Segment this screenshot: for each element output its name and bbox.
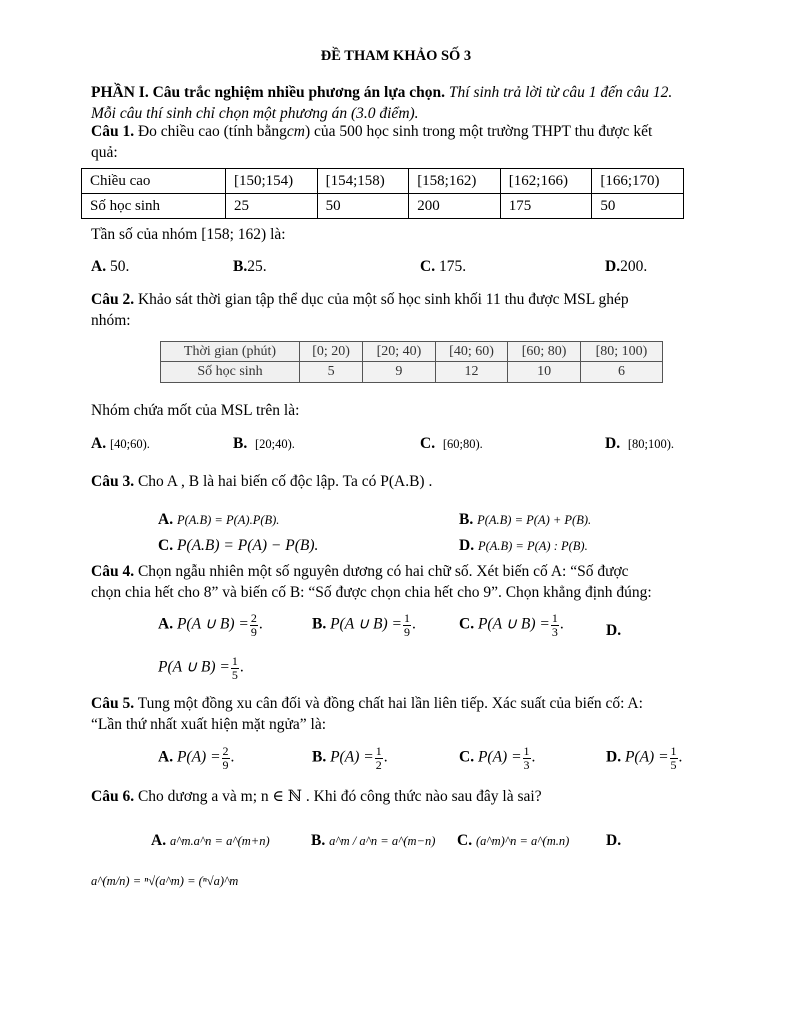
table-cell: Số học sinh [161,362,300,382]
option-text: 200. [620,258,648,275]
fraction [551,612,559,638]
question-4-label: Câu 4. [91,563,135,580]
question-1-option-b [233,256,267,277]
option-text: P(A.B) = P(A) − P(B). [176,537,319,554]
fraction-denominator: 5 [670,757,677,772]
question-2-prompt: Nhóm chứa mốt của MSL trên là: [91,402,300,419]
question-2-table [160,341,663,383]
fraction [250,612,258,638]
option-text: (a^m)^n = a^(m.n) [475,834,570,848]
option-text: a^(m/n) = ⁿ√(a^m) = (ⁿ√a)^m [91,874,239,888]
option-letter: D. [605,258,621,275]
table-cell: [158;162) [409,169,501,194]
table-cell: 25 [226,194,318,219]
option-letter: D. [459,537,475,554]
fraction-numerator: 1 [670,744,677,758]
question-3-text: Cho A , B là hai biến cố độc lập. Ta có P(A.B) . [137,473,433,490]
question-4-text-a: Chọn ngẫu nhiên một số nguyên dương có hai chữ số. Xét biến cố A: “Số được [137,563,629,580]
table-cell: [150;154) [226,169,318,194]
question-1-table [81,168,684,219]
table-cell: 5 [300,362,363,382]
option-text: a^m.a^n = a^(m+n) [169,834,270,848]
option-letter: A. [91,258,107,275]
option-text: a^m / a^n = a^(m−n) [329,834,436,848]
option-letter: C. [158,537,174,554]
question-1-text-c: quả: [91,144,118,162]
fraction [222,745,230,771]
table-cell: [40; 60) [435,342,508,362]
table-cell: 6 [580,362,662,382]
option-letter: A. [158,615,174,633]
question-4-option-c: C. P(A ∪ B) = $\frac{1}{3}$ . [459,611,564,639]
option-letter: C. [459,615,475,633]
option-lhs: P(A ∪ B) = [477,615,550,633]
option-letter: D. [606,748,622,766]
fraction-numerator: 1 [551,611,558,625]
fraction-denominator: 9 [222,757,229,772]
question-2-option-d [605,433,674,454]
option-letter: B. [233,435,248,452]
option-text: [40;60). [109,437,150,451]
option-text: 175. [435,258,467,275]
question-1-label: Câu 1. [91,123,135,140]
question-5-text-a: Tung một đồng xu cân đối và đồng chất hai lần liên tiếp. Xác suất của biến cố: A: [137,695,643,712]
fraction [670,745,678,771]
question-3-option-b [459,509,591,530]
question-3-option-c [158,535,318,556]
table-cell: [0; 20) [300,342,363,362]
option-letter: C. [420,258,436,275]
table-cell: [166;170) [592,169,684,194]
option-text: P(A.B) = P(A) : P(B). [477,539,588,553]
fraction-numerator: 1 [403,611,410,625]
option-letter: A. [91,435,107,452]
question-4-text-b: chọn chia hết cho 8” và biến cố B: “Số được chọn chia hết cho 9”. Chọn khẳng định đúng: [91,584,652,602]
section-instruction-2: Mỗi câu thí sinh chỉ chọn một phương án (3.0 điểm). [91,105,419,123]
option-letter: A. [151,832,167,849]
question-4-option-d: P(A ∪ B) = $\frac{1}{5}$ . [158,654,244,682]
question-1-prompt: Tần số của nhóm [158; 162) là: [91,226,286,243]
table-cell: 50 [592,194,684,219]
table-cell: 50 [317,194,409,219]
fraction [231,655,239,681]
option-text: 25. [247,258,267,275]
option-lhs: P(A ∪ B) = [158,658,230,676]
option-letter: B. [233,258,248,275]
question-5-label: Câu 5. [91,695,135,712]
table-row [82,169,684,194]
question-5-text-b: “Lần thứ nhất xuất hiện mặt ngửa” là: [91,716,327,734]
question-1-option-c [420,256,466,277]
option-lhs: P(A) = [176,748,221,766]
option-letter: C. [459,748,475,766]
table-cell: [80; 100) [580,342,662,362]
option-letter: B. [459,511,474,528]
option-letter: D. [606,832,622,849]
question-1 [91,121,701,164]
fraction-denominator: 3 [551,624,558,639]
question-6-label: Câu 6. [91,788,135,805]
fraction-numerator: 1 [231,654,238,668]
question-3-option-a [158,509,279,530]
question-4-option-a: A. P(A ∪ B) = $\frac{2}{9}$ . [158,611,263,639]
option-text: [60;80). [442,437,483,451]
question-6-text: Cho dương a và m; n ∈ ℕ . Khi đó công thức nào sau đây là sai? [137,788,542,805]
fraction-denominator: 2 [375,757,382,772]
fraction-numerator: 2 [222,744,229,758]
table-cell: 12 [435,362,508,382]
table-row [161,342,663,362]
question-5-option-b: B. P(A) = $\frac{1}{2}$ . [312,744,388,772]
option-lhs: P(A) = [477,748,522,766]
table-cell: Số học sinh [82,194,226,219]
question-1-text-b: ) của 500 học sinh trong một trường THPT thu được kết [304,123,653,140]
table-cell: 10 [508,362,581,382]
question-2-option-c [420,433,483,454]
question-5 [91,693,701,736]
fraction-numerator: 1 [375,744,382,758]
table-cell: 200 [409,194,501,219]
option-lhs: P(A ∪ B) = [330,615,402,633]
question-4-option-d-letter [606,620,621,641]
option-text: [80;100). [627,437,675,451]
question-6-option-a [151,830,270,851]
question-5-option-a: A. P(A) = $\frac{2}{9}$ . [158,744,235,772]
table-cell: [154;158) [317,169,409,194]
question-2-text-a: Khảo sát thời gian tập thể dục của một số học sinh khối 11 thu được MSL ghép [137,291,629,308]
option-text: 50. [106,258,130,275]
question-3-label: Câu 3. [91,473,135,490]
option-letter: C. [420,435,436,452]
section-heading: PHẦN I. Câu trắc nghiệm nhiều phương án lựa chọn. [91,84,446,101]
question-1-option-a [91,256,129,277]
fraction [403,612,411,638]
question-3-option-d [459,535,588,556]
option-lhs: P(A) = [330,748,374,766]
fraction-numerator: 1 [523,744,530,758]
question-4 [91,561,701,604]
fraction [523,745,531,771]
table-cell: [20; 40) [363,342,436,362]
fraction-numerator: 2 [250,611,257,625]
fraction-denominator: 9 [250,624,257,639]
question-1-unit: cm [286,123,305,140]
question-6-option-c [457,830,569,851]
option-letter: A. [158,748,174,766]
question-5-option-c: C. P(A) = $\frac{1}{3}$ . [459,744,536,772]
table-cell: Chiều cao [82,169,226,194]
option-letter: B. [312,615,327,633]
question-2-text-b: nhóm: [91,312,131,330]
question-1-text-a: Đo chiều cao (tính bằng [137,123,287,140]
table-cell: Thời gian (phút) [161,342,300,362]
fraction-denominator: 3 [523,757,530,772]
table-cell: [60; 80) [508,342,581,362]
question-6-option-d-letter [606,830,621,851]
option-lhs: P(A ∪ B) = [176,615,249,633]
option-text: P(A.B) = P(A).P(B). [176,513,280,527]
table-row [161,362,663,382]
fraction [375,745,383,771]
option-letter: A. [158,511,174,528]
question-1-option-d [605,256,647,277]
fraction-denominator: 5 [231,667,238,682]
option-letter: D. [605,435,621,452]
table-row [82,194,684,219]
option-letter: D. [606,622,622,639]
page-title: ĐỀ THAM KHẢO SỐ 3 [320,48,472,64]
question-4-option-b: B. P(A ∪ B) = $\frac{1}{9}$ . [312,611,416,639]
question-6 [91,786,701,807]
question-6-option-d [91,870,238,891]
table-cell: 9 [363,362,436,382]
question-2-label: Câu 2. [91,291,135,308]
option-letter: B. [311,832,326,849]
option-letter: B. [312,748,327,766]
table-cell: [162;166) [500,169,592,194]
section-header [91,82,701,125]
question-2-option-b [233,433,295,454]
fraction-denominator: 9 [403,624,410,639]
question-2-option-a [91,433,150,454]
question-3 [91,471,701,492]
section-instruction-1: Thí sinh trả lời từ câu 1 đến câu 12. [448,84,673,101]
option-text: P(A.B) = P(A) + P(B). [477,513,592,527]
question-6-option-b [311,830,435,851]
question-2 [91,289,701,332]
option-lhs: P(A) = [624,748,669,766]
table-cell: 175 [500,194,592,219]
option-text: [20;40). [254,437,295,451]
question-5-option-d: D. P(A) = $\frac{1}{5}$ . [606,744,683,772]
option-letter: C. [457,832,473,849]
